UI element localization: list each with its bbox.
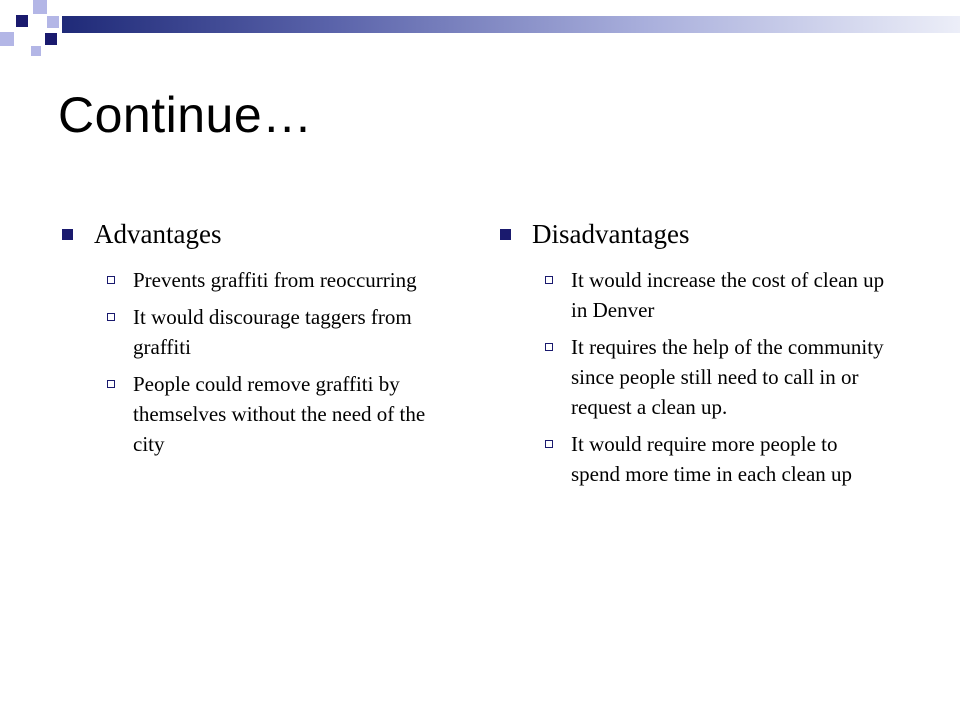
disadvantages-heading: Disadvantages bbox=[532, 219, 690, 249]
list-item-text: It would discourage taggers from graffiti bbox=[133, 305, 412, 359]
decor-square-lavender bbox=[0, 32, 14, 46]
hollow-square-bullet-icon bbox=[107, 380, 115, 388]
list-item-text: It would increase the cost of clean up in Denver bbox=[571, 268, 885, 322]
decor-square-navy bbox=[45, 33, 57, 45]
decor-square-lavender bbox=[47, 16, 59, 28]
advantages-heading-row bbox=[62, 216, 442, 252]
list-item-text: Prevents graffiti from reoccurring bbox=[133, 268, 417, 292]
list-item bbox=[545, 429, 900, 489]
list-item-text: People could remove graffiti by themselves without the need of the city bbox=[133, 372, 426, 456]
list-item-text: It would require more people to spend more time in each clean up bbox=[571, 432, 853, 486]
square-bullet-icon bbox=[62, 229, 73, 240]
hollow-square-bullet-icon bbox=[545, 343, 553, 351]
disadvantages-column bbox=[500, 216, 900, 496]
advantages-column bbox=[62, 216, 442, 466]
advantages-list bbox=[62, 265, 442, 459]
list-item bbox=[545, 332, 900, 422]
hollow-square-bullet-icon bbox=[107, 313, 115, 321]
square-bullet-icon bbox=[500, 229, 511, 240]
decorative-gradient-bar bbox=[62, 16, 960, 33]
hollow-square-bullet-icon bbox=[107, 276, 115, 284]
decor-square-lavender bbox=[33, 0, 47, 14]
decor-square-navy bbox=[16, 15, 28, 27]
slide-title: Continue… bbox=[58, 87, 313, 143]
list-item bbox=[545, 265, 900, 325]
list-item-text: It requires the help of the community since people still need to call in or request a clean up. bbox=[571, 335, 884, 419]
disadvantages-heading-row bbox=[500, 216, 900, 252]
list-item bbox=[107, 302, 442, 362]
list-item bbox=[107, 265, 442, 295]
hollow-square-bullet-icon bbox=[545, 440, 553, 448]
hollow-square-bullet-icon bbox=[545, 276, 553, 284]
advantages-heading: Advantages bbox=[94, 219, 222, 249]
list-item bbox=[107, 369, 442, 459]
decor-square-lavender bbox=[31, 46, 41, 56]
disadvantages-list bbox=[500, 265, 900, 489]
